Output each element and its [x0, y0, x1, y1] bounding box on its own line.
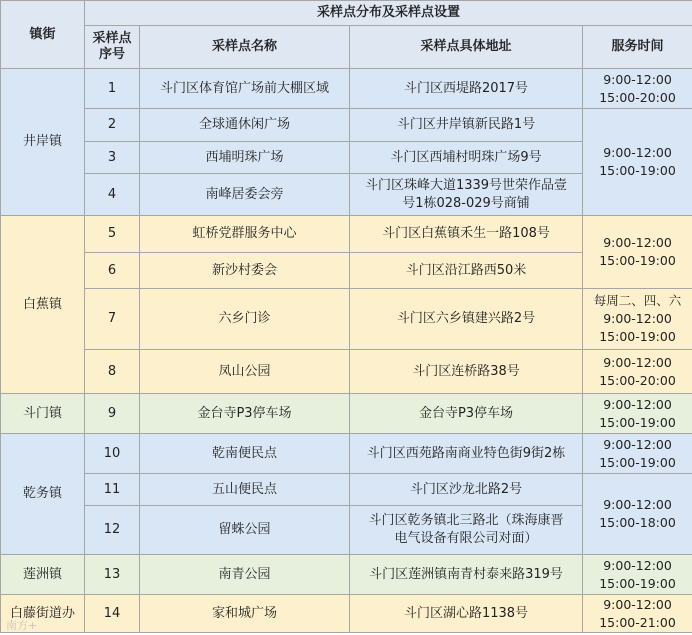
name-cell: 南峰居委会旁 [140, 174, 350, 216]
address-cell: 斗门区西埔村明珠广场9号 [350, 142, 583, 174]
name-cell: 虹桥党群服务中心 [140, 216, 350, 253]
watermark: 南方+ [6, 619, 38, 632]
seq-cell: 8 [85, 350, 140, 394]
hours-cell: 9:00-12:00 15:00-19:00 [583, 555, 692, 595]
seq-cell: 14 [85, 595, 140, 633]
address-cell: 斗门区珠峰大道1339号世荣作品壹 号1栋028-029号商铺 [350, 174, 583, 216]
header-hours: 服务时间 [583, 26, 692, 69]
hours-cell: 9:00-12:00 15:00-20:00 [583, 69, 692, 109]
address-cell: 金台寺P3停车场 [350, 394, 583, 434]
address-cell: 斗门区井岸镇新民路1号 [350, 109, 583, 142]
address-cell: 斗门区湖心路1138号 [350, 595, 583, 633]
hours-cell: 9:00-12:00 15:00-19:00 [583, 109, 692, 216]
hours-cell: 9:00-12:00 15:00-19:00 [583, 434, 692, 474]
seq-cell: 9 [85, 394, 140, 434]
seq-cell: 2 [85, 109, 140, 142]
name-cell: 六乡门诊 [140, 289, 350, 350]
address-cell: 斗门区六乡镇建兴路2号 [350, 289, 583, 350]
seq-cell: 12 [85, 506, 140, 555]
hours-cell: 9:00-12:00 15:00-21:00 [583, 595, 692, 633]
name-cell: 金台寺P3停车场 [140, 394, 350, 434]
seq-cell: 3 [85, 142, 140, 174]
address-cell: 斗门区西堤路2017号 [350, 69, 583, 109]
header-address: 采样点具体地址 [350, 26, 583, 69]
town-cell: 白蕉镇 [1, 216, 85, 394]
address-cell: 斗门区西苑路南商业特色街9街2栋 [350, 434, 583, 474]
town-cell: 井岸镇 [1, 69, 85, 216]
hours-cell: 9:00-12:00 15:00-19:00 [583, 216, 692, 289]
name-cell: 留蛛公园 [140, 506, 350, 555]
seq-cell: 4 [85, 174, 140, 216]
name-cell: 凤山公园 [140, 350, 350, 394]
name-cell: 五山便民点 [140, 474, 350, 506]
address-cell: 斗门区莲洲镇南青村泰来路319号 [350, 555, 583, 595]
town-cell: 斗门镇 [1, 394, 85, 434]
seq-cell: 13 [85, 555, 140, 595]
seq-cell: 5 [85, 216, 140, 253]
address-cell: 斗门区乾务镇北三路北（珠海康晋 电气设备有限公司对面） [350, 506, 583, 555]
seq-cell: 10 [85, 434, 140, 474]
town-cell: 乾务镇 [1, 434, 85, 555]
hours-cell: 每周二、四、六 9:00-12:00 15:00-19:00 [583, 289, 692, 350]
address-cell: 斗门区连桥路38号 [350, 350, 583, 394]
address-cell: 斗门区沿江路西50米 [350, 253, 583, 289]
header-name: 采样点名称 [140, 26, 350, 69]
name-cell: 乾南便民点 [140, 434, 350, 474]
seq-cell: 1 [85, 69, 140, 109]
name-cell: 全球通休闲广场 [140, 109, 350, 142]
header-distribution: 采样点分布及采样点设置 [85, 1, 692, 26]
header-town: 镇街 [1, 1, 85, 69]
name-cell: 家和城广场 [140, 595, 350, 633]
name-cell: 新沙村委会 [140, 253, 350, 289]
hours-cell: 9:00-12:00 15:00-18:00 [583, 474, 692, 555]
name-cell: 西埔明珠广场 [140, 142, 350, 174]
seq-cell: 11 [85, 474, 140, 506]
address-cell: 斗门区白蕉镇禾生一路108号 [350, 216, 583, 253]
name-cell: 南青公园 [140, 555, 350, 595]
seq-cell: 6 [85, 253, 140, 289]
header-seq: 采样点序号 [85, 26, 140, 69]
address-cell: 斗门区沙龙北路2号 [350, 474, 583, 506]
town-cell: 莲洲镇 [1, 555, 85, 595]
name-cell: 斗门区体育馆广场前大棚区域 [140, 69, 350, 109]
town-cell: 白藤街道办 [1, 595, 85, 633]
hours-cell: 9:00-12:00 15:00-19:00 [583, 394, 692, 434]
hours-cell: 9:00-12:00 15:00-20:00 [583, 350, 692, 394]
seq-cell: 7 [85, 289, 140, 350]
